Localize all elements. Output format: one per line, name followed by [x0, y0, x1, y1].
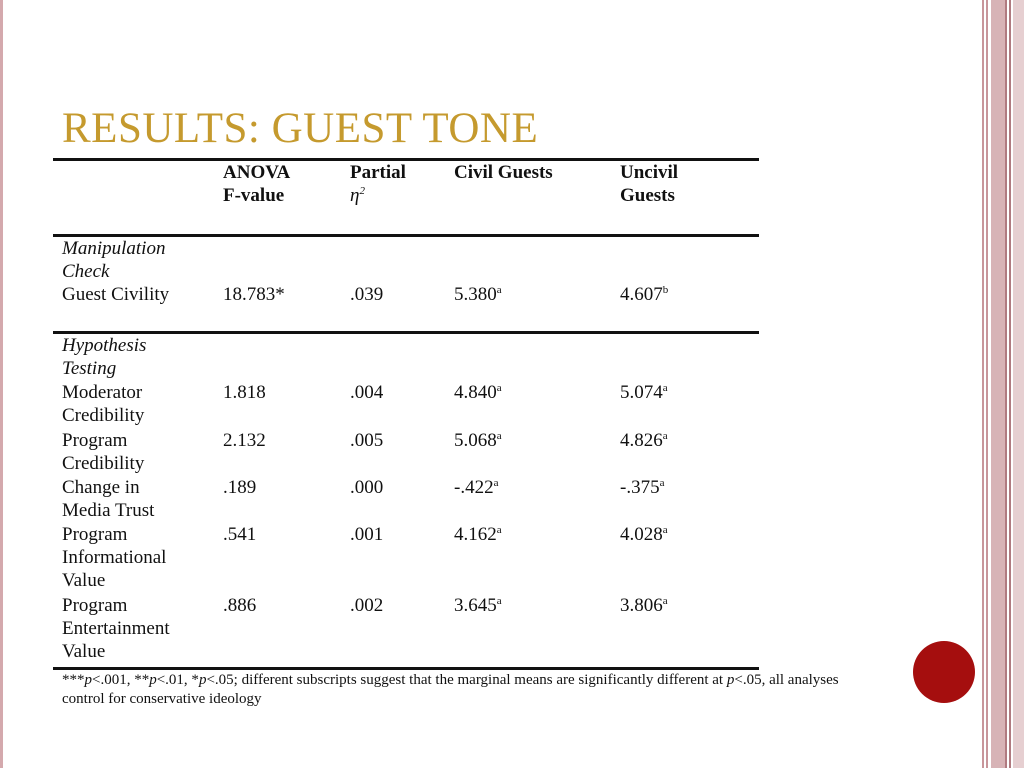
f-value: 1.818	[223, 382, 266, 403]
f-value: .886	[223, 595, 257, 616]
row-name: Change in Media Trust	[62, 477, 155, 521]
slide-title: RESULTS: GUEST TONE	[62, 105, 539, 152]
table-bottom-rule	[53, 667, 759, 670]
section-label-hypothesis-testing: Hypothesis Testing	[62, 335, 147, 379]
row-name: Program Entertainment Value	[62, 595, 170, 662]
table-footnote: ***p<.001, **p<.01, *p<.05; different subscripts suggest that the marginal means are significantly different at p<.05, all analyses control for conservative ideology	[62, 672, 839, 707]
eta-value: .005	[350, 430, 384, 451]
eta-value: .001	[350, 524, 384, 545]
f-value: 18.783*	[223, 284, 285, 305]
civil-mean: 3.645$^a$	[454, 595, 502, 616]
f-value: 2.132	[223, 430, 266, 451]
uncivil-mean: 4.826$^a$	[620, 430, 668, 451]
header-uncivil-guests: Uncivil Guests	[620, 162, 679, 206]
eta-value: .002	[350, 595, 384, 616]
civil-mean: 5.068$^a$	[454, 430, 502, 451]
section-label-manipulation-check: Manipulation Check	[62, 238, 166, 282]
row-name: Moderator Credibility	[62, 382, 145, 426]
civil-mean: -.422$^a$	[454, 477, 499, 498]
civil-mean: 5.380$^a$	[454, 284, 502, 305]
table-rule-2	[53, 331, 759, 334]
row-name: Guest Civility	[62, 284, 170, 305]
header-partial-eta: Partial $\eta^2$	[350, 162, 406, 206]
eta-value: .039	[350, 284, 384, 305]
f-value: .541	[223, 524, 257, 545]
f-value: .189	[223, 477, 257, 498]
civil-mean: 4.840$^a$	[454, 382, 502, 403]
uncivil-mean: 5.074$^a$	[620, 382, 668, 403]
eta-value: .004	[350, 382, 384, 403]
decorative-red-circle	[913, 641, 975, 703]
left-border-line	[0, 0, 3, 768]
uncivil-mean: 4.607$^b$	[620, 284, 669, 305]
uncivil-mean: 3.806$^a$	[620, 595, 668, 616]
right-decorative-stripes	[982, 0, 1024, 768]
header-civil-guests: Civil Guests	[454, 162, 553, 183]
header-anova: ANOVA F-value	[223, 162, 291, 206]
row-name: Program Informational Value	[62, 524, 167, 591]
eta-value: .000	[350, 477, 384, 498]
uncivil-mean: 4.028$^a$	[620, 524, 668, 545]
uncivil-mean: -.375$^a$	[620, 477, 665, 498]
civil-mean: 4.162$^a$	[454, 524, 502, 545]
row-name: Program Credibility	[62, 430, 145, 474]
